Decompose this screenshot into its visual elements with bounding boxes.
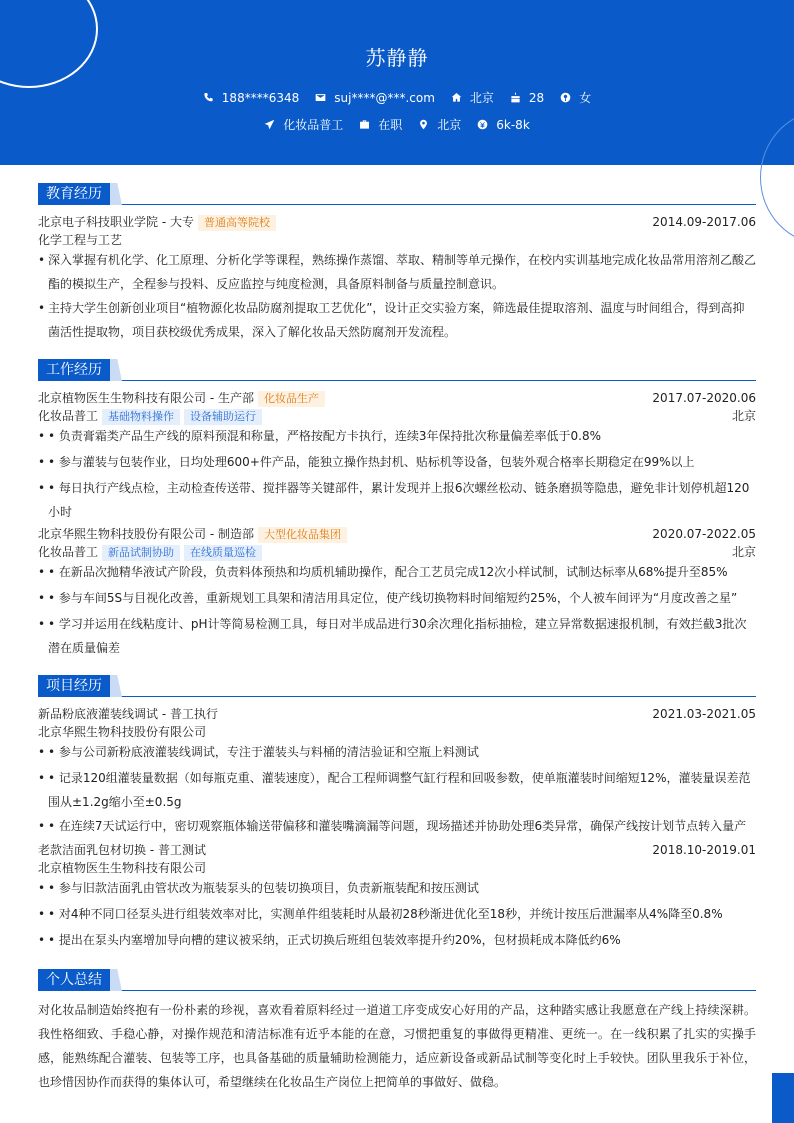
work-dates: 2020.07-2022.05 xyxy=(652,527,756,541)
work-role-line xyxy=(38,407,756,425)
status-item xyxy=(359,116,402,133)
work-bullet: • • 在新品次抛精华液试产阶段，负责料体预热和均质机辅助操作，配合工艺员完成12次小样试制，试制达标率从68%提升至85% xyxy=(38,560,756,584)
education-major: 化学工程与工艺 xyxy=(38,233,123,247)
company-line: 北京植物医生生物科技有限公司 - 生产部 xyxy=(38,391,254,405)
gender-item xyxy=(560,89,591,106)
section-title-education: 教育经历 xyxy=(38,183,110,205)
role-tag: 在线质量巡检 xyxy=(184,545,262,561)
summary-section-header xyxy=(38,969,756,991)
company-tag: 化妆品生产 xyxy=(258,391,325,407)
home-icon xyxy=(451,92,462,103)
education-dates: 2014.09-2017.06 xyxy=(652,215,756,229)
contact-row xyxy=(0,89,794,106)
work-section-header xyxy=(38,359,756,381)
work-bullet: • • 参与灌装与包装作业，日均处理600+件产品，能独立操作热封机、贴标机等设备，包装外观合格率长期稳定在99%以上 xyxy=(38,450,756,474)
work-role-line xyxy=(38,543,756,561)
education-section-header xyxy=(38,183,756,205)
job-intention-row xyxy=(0,116,794,133)
gender-icon xyxy=(560,92,571,103)
decorative-corner-block xyxy=(772,1073,794,1123)
project-title: 老款洁面乳包材切换 - 普工测试 xyxy=(38,843,206,857)
work-entry-header xyxy=(38,525,756,543)
role-tag: 基础物料操作 xyxy=(102,409,180,425)
project-dates: 2021.03-2021.05 xyxy=(652,707,756,721)
project-entry-header xyxy=(38,841,756,859)
job-target-item xyxy=(264,116,343,133)
email-item xyxy=(315,91,435,105)
school-line: 北京电子科技职业学院 - 大专 xyxy=(38,215,194,229)
phone-value: 188****6348 xyxy=(221,90,300,105)
send-icon xyxy=(264,119,275,130)
phone-icon xyxy=(203,92,214,103)
project-bullet: • • 记录120组灌装量数据（如每瓶克重、灌装速度），配合工程师调整气缸行程和回吸参数，使单瓶灌装时间缩短12%，灌装量误差范围从±1.2g缩小至±0.5g xyxy=(38,766,756,814)
role-tag: 新品试制协助 xyxy=(102,545,180,561)
education-entry-header xyxy=(38,213,756,231)
project-bullet: • • 参与公司新粉底液灌装线调试，专注于灌装头与料桶的清洁验证和空瓶上料测试 xyxy=(38,740,756,764)
project-bullet: • • 提出在泵头内塞增加导向槽的建议被采纳，正式切换后班组包装效率提升约20%，包材损耗成本降低约6% xyxy=(38,928,756,952)
project-bullet: • • 对4种不同口径泵头进行组装效率对比，实测单件组装耗时从最初28秒渐进优化至18秒，并统计按压后泄漏率从4%降至0.8% xyxy=(38,902,756,926)
salary-value: 6k-8k xyxy=(496,117,530,132)
project-company: 北京植物医生生物科技有限公司 xyxy=(38,861,207,875)
work-bullet: • • 每日执行产线点检，主动检查传送带、搅拌器等关键部件，累计发现并上报6次螺丝松动、链条磨损等隐患，避免非计划停机超120小时 xyxy=(38,476,756,524)
work-role: 化妆品普工 xyxy=(38,545,99,559)
work-entry-header xyxy=(38,389,756,407)
salary-item xyxy=(477,118,530,132)
section-title-decoration xyxy=(110,359,122,381)
work-bullet: • • 参与车间5S与目视化改善，重新规划工具架和清洁用具定位，使产线切换物料时间缩短约25%，个人被车间评为“月度改善之星” xyxy=(38,586,756,610)
location-pin-icon xyxy=(418,119,429,130)
company-tag: 大型化妆品集团 xyxy=(258,527,347,543)
age-item xyxy=(510,91,544,105)
projects-section-header xyxy=(38,675,756,697)
project-dates: 2018.10-2019.01 xyxy=(652,843,756,857)
resume-header xyxy=(0,0,794,165)
summary-text: 对化妆品制造始终抱有一份朴素的珍视，喜欢看着原料经过一道道工序变成安心好用的产品，这种踏实感让我愿意在产线上持续深耕。我性格细致、手稳心静，对操作规范和清洁标准有近乎本能的在意，习惯把重复的事做得更精准、更统一。在一线积累了扎实的实操手感，能熟练配合灌装、包装等工序，也具备基础的质量辅助检测能力，适应新设备或新品试制等变化时上手较快。团队里我乐于补位，也珍惜因协作而获得的集体认可，希望继续在化妆品生产岗位上把简单的事做好、做稳。 xyxy=(38,1003,756,1089)
cake-icon xyxy=(510,92,521,103)
status-value: 在职 xyxy=(378,118,403,132)
section-title-decoration xyxy=(110,675,122,697)
role-tag: 设备辅助运行 xyxy=(184,409,262,425)
project-bullet: • • 参与旧款洁面乳由管状改为瓶装泵头的包装切换项目，负责新瓶装配和按压测试 xyxy=(38,876,756,900)
project-title: 新品粉底液灌装线调试 - 普工执行 xyxy=(38,707,218,721)
project-company: 北京华熙生物科技股份有限公司 xyxy=(38,725,207,739)
phone-item xyxy=(203,91,299,105)
education-bullet: • 深入掌握有机化学、化工原理、分析化学等课程，熟练操作蒸馏、萃取、精制等单元操作，在校内实训基地完成化妆品常用溶剂乙酸乙酯的模拟生产，全程参与投料、反应监控与纯度检测，具备原料制备与质量控制意识。 xyxy=(38,248,756,296)
city-item xyxy=(451,89,494,106)
project-entry-header xyxy=(38,705,756,723)
work-city: 北京 xyxy=(731,545,756,559)
location-value: 北京 xyxy=(437,118,462,132)
age-value: 28 xyxy=(528,90,545,105)
email-value: suj****@***.com xyxy=(334,90,435,105)
section-title-decoration xyxy=(110,183,122,205)
section-title-decoration xyxy=(110,969,122,991)
job-target-value: 化妆品普工 xyxy=(283,118,344,132)
candidate-name: 苏静静 xyxy=(365,46,429,70)
mail-icon xyxy=(315,92,326,103)
education-bullet: • 主持大学生创新创业项目“植物源化妆品防腐剂提取工艺优化”，设计正交实验方案，筛选最佳提取溶剂、温度与时间组合，得到高抑菌活性提取物，项目获校级优秀成果，深入了解化妆品天然防腐剂开发流程。 xyxy=(38,296,756,344)
work-role: 化妆品普工 xyxy=(38,409,99,423)
city-value: 北京 xyxy=(469,91,494,105)
location-item xyxy=(418,116,461,133)
company-line: 北京华熙生物科技股份有限公司 - 制造部 xyxy=(38,527,254,541)
money-icon xyxy=(477,119,488,130)
project-bullet: • • 在连续7天试运行中，密切观察瓶体输送带偏移和灌装嘴滴漏等问题，现场描述并协助处理6类异常，确保产线按计划节点转入量产 xyxy=(38,814,756,838)
work-city: 北京 xyxy=(731,409,756,423)
section-title-work: 工作经历 xyxy=(38,359,110,381)
work-dates: 2017.07-2020.06 xyxy=(652,391,756,405)
school-tag: 普通高等院校 xyxy=(198,215,276,231)
work-bullet: • • 学习并运用在线粘度计、pH计等简易检测工具，每日对半成品进行30余次理化指标抽检，建立异常数据速报机制，有效拦截3批次潜在质量偏差 xyxy=(38,612,756,660)
section-title-summary: 个人总结 xyxy=(38,969,110,991)
briefcase-icon xyxy=(359,119,370,130)
gender-value: 女 xyxy=(579,91,592,105)
work-bullet: • • 负责膏霜类产品生产线的原料预混和称量，严格按配方卡执行，连续3年保持批次称量偏差率低于0.8% xyxy=(38,424,756,448)
section-title-projects: 项目经历 xyxy=(38,675,110,697)
